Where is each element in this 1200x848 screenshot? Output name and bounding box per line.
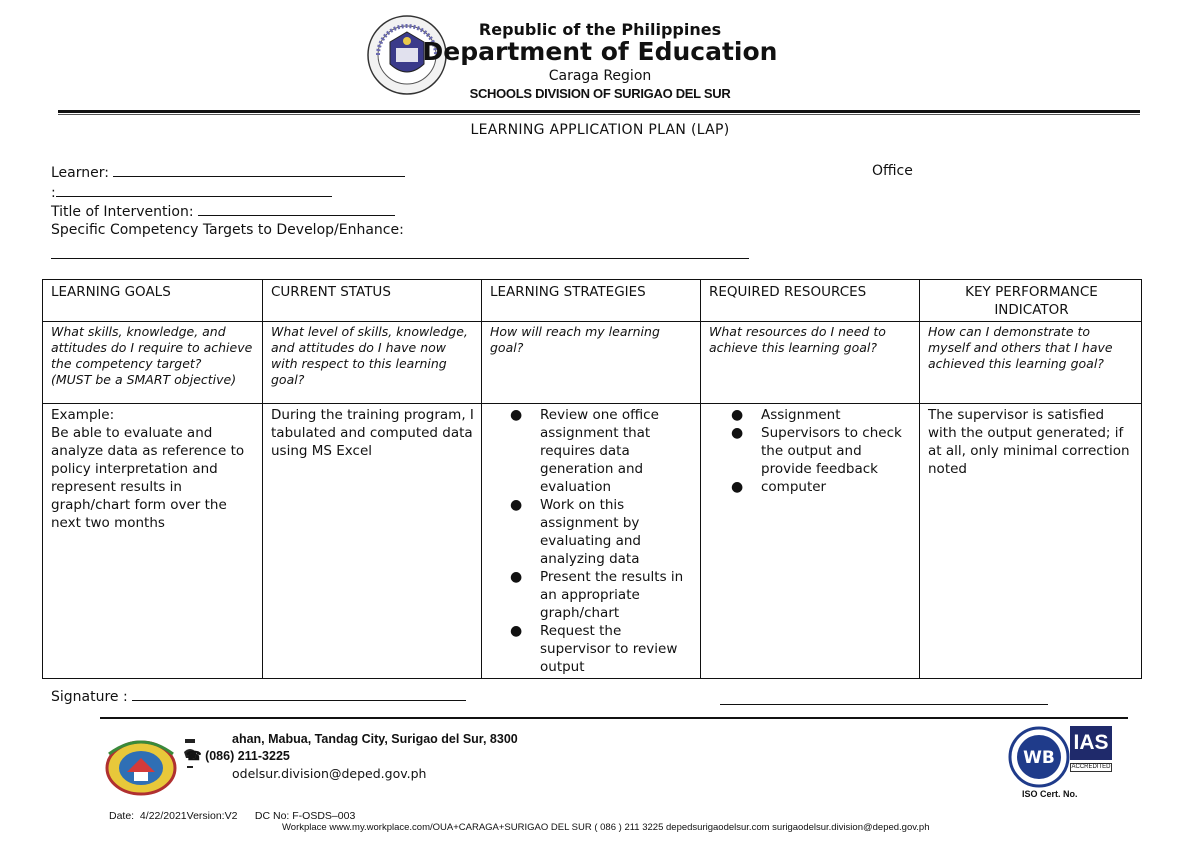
header-required-resources: REQUIRED RESOURCES	[701, 280, 920, 322]
question-required-resources: What resources do I need to achieve this learning goal?	[701, 322, 920, 404]
bullet-icon: ●	[731, 407, 744, 423]
region-heading: Caraga Region	[548, 68, 652, 84]
example-goal-text: Be able to evaluate and analyze data as reference to policy interpretation and represent results in graph/chart form over the next two months	[51, 425, 245, 531]
division-heading: SCHOOLS DIVISION OF SURIGAO DEL SUR	[469, 86, 731, 101]
contact-line: Workplace www.my.workplace.com/OUA+CARAGA+SURIGAO DEL SUR ( 086 ) 211 3225 depedsurigaodelsur.com surigaodelsur.division@deped.gov.ph	[282, 822, 930, 833]
office-blank[interactable]	[56, 183, 332, 197]
learner-blank[interactable]	[113, 163, 405, 177]
list-item	[731, 424, 913, 478]
header-learning-goals: LEARNING GOALS	[43, 280, 263, 322]
cell-kpi[interactable]	[920, 404, 1142, 679]
cell-learning-strategies[interactable]	[482, 404, 701, 679]
office-label: Office	[872, 163, 913, 179]
bullet-icon: ●	[510, 497, 523, 513]
competency-label: Specific Competency Targets to Develop/Enhance:	[51, 222, 404, 238]
office-phone	[186, 748, 290, 763]
header-key-performance-indicator: KEY PERFORMANCE INDICATOR	[920, 280, 1142, 322]
phone-text: (086) 211-3225	[205, 749, 290, 763]
office-colon: :	[51, 185, 56, 201]
list-item	[731, 406, 913, 424]
republic-heading: Republic of the Philippines	[478, 20, 722, 39]
bullet-icon: ●	[510, 623, 523, 639]
department-heading: Department of Education	[422, 37, 778, 66]
second-signature-blank[interactable]	[720, 704, 1048, 705]
cell-learning-goal-example[interactable]	[43, 404, 263, 679]
document-title: LEARNING APPLICATION PLAN (LAP)	[470, 122, 730, 138]
list-item	[731, 478, 913, 496]
kpi-text: The supervisor is satisfied with the output generated; if at all, only minimal correction noted	[928, 407, 1130, 477]
ias-badge: IAS	[1070, 726, 1112, 760]
resource-text: computer	[761, 479, 827, 495]
question-learning-strategies: How will reach my learning goal?	[482, 322, 701, 404]
question-learning-goals: What skills, knowledge, and attitudes do I require to achieve the competency target? (MUST be a SMART objective)	[43, 322, 263, 404]
bullet-icon: ●	[510, 569, 523, 585]
svg-text:WB: WB	[1023, 748, 1055, 768]
strategy-text: Request the supervisor to review output	[540, 623, 678, 675]
list-item	[510, 496, 694, 568]
signature-label: Signature :	[51, 689, 128, 705]
lap-table	[42, 279, 1142, 679]
iso-cert-label: ISO Cert. No.	[1022, 789, 1078, 799]
resources-list	[731, 406, 913, 496]
table-header-row	[43, 280, 1142, 322]
strategy-text: Present the results in an appropriate graph/chart	[540, 569, 684, 621]
question-current-status: What level of skills, knowledge, and attitudes do I have now with respect to this learning goal?	[263, 322, 482, 404]
strategy-text: Work on this assignment by evaluating and analyzing data	[540, 497, 642, 567]
bullet-icon: ●	[731, 425, 744, 441]
office-field[interactable]	[51, 183, 332, 201]
bullet-icon: ●	[510, 407, 523, 423]
list-item	[510, 622, 694, 676]
intervention-field[interactable]	[51, 202, 395, 220]
bullet-icon: ●	[731, 479, 744, 495]
signature-field[interactable]	[51, 687, 466, 705]
list-item	[510, 406, 694, 496]
intervention-blank[interactable]	[198, 202, 395, 216]
cell-required-resources[interactable]	[701, 404, 920, 679]
strategies-list	[510, 406, 694, 676]
example-label: Example:	[51, 407, 115, 423]
document-control-line: Date: 4/22/2021Version:V2 DC No: F-OSDS–003	[109, 810, 356, 822]
office-address: ahan, Mabua, Tandag City, Surigao del Sur, 8300	[232, 732, 518, 746]
cell-current-status[interactable]	[263, 404, 482, 679]
footer-divider	[100, 717, 1128, 719]
ias-accreditation-icon	[1070, 726, 1112, 792]
signature-blank[interactable]	[132, 687, 466, 701]
header-learning-strategies: LEARNING STRATEGIES	[482, 280, 701, 322]
division-logo-icon	[103, 734, 179, 796]
current-status-text: During the training program, I tabulated and computed data using MS Excel	[271, 407, 474, 459]
phone-icon: ☎	[186, 749, 202, 763]
wb-certification-icon	[1008, 726, 1070, 788]
resource-text: Supervisors to check the output and provide feedback	[761, 425, 902, 477]
list-item	[510, 568, 694, 622]
office-email[interactable]: odelsur.division@deped.gov.ph	[232, 766, 427, 781]
header-divider	[58, 110, 1140, 113]
table-question-row	[43, 322, 1142, 404]
header-current-status: CURRENT STATUS	[263, 280, 482, 322]
ias-accredited-label: ACCREDITED	[1071, 764, 1111, 770]
strategy-text: Review one office assignment that requires data generation and evaluation	[540, 407, 659, 495]
header-divider-thin	[58, 114, 1140, 115]
learner-field[interactable]	[51, 163, 405, 181]
competency-blank[interactable]	[51, 258, 749, 259]
intervention-label: Title of Intervention:	[51, 204, 194, 220]
table-example-row	[43, 404, 1142, 679]
resource-text: Assignment	[761, 407, 841, 423]
learner-label: Learner:	[51, 165, 109, 181]
question-kpi: How can I demonstrate to myself and others that I have achieved this learning goal?	[920, 322, 1142, 404]
